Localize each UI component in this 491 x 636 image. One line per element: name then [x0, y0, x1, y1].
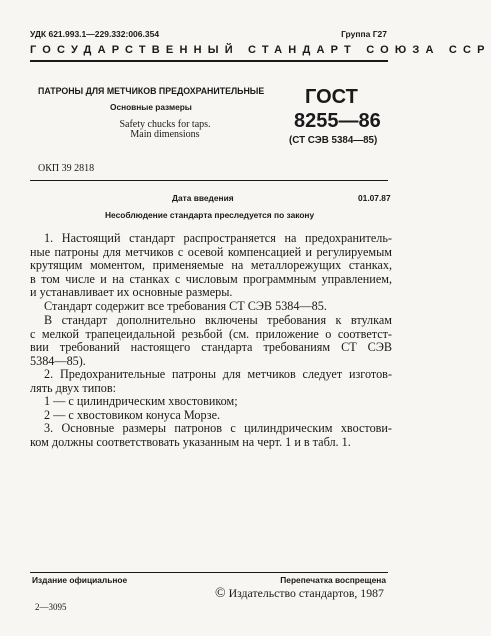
gost-number: 8255—86: [294, 110, 381, 132]
document-subtitle: Основные размеры: [110, 102, 192, 112]
text-line: В стандарт дополнительно включены требования к втулкам: [44, 313, 392, 327]
type-list: [30, 395, 392, 422]
english-title-line-2: Main dimensions: [130, 129, 200, 140]
copyright: [215, 586, 384, 602]
print-number: 2—3095: [35, 602, 67, 612]
state-standard-banner: ГОСУДАРСТВЕННЫЙ СТАНДАРТ СОЮЗА ССР: [30, 44, 491, 56]
law-notice: Несоблюдение стандарта преследуется по закону: [105, 210, 315, 220]
copyright-icon: ©: [215, 586, 226, 601]
english-title: [100, 120, 230, 140]
text-line: вии требований настоящего стандарта требованиям СТ СЭВ: [30, 340, 392, 354]
text-line: ные патроны для метчиков с осевой компенсацией и регулируемым: [30, 244, 392, 259]
text-line: и устанавливает их основные размеры.: [30, 285, 233, 299]
copyright-text: Издательство стандартов, 1987: [228, 586, 384, 600]
paragraph-3: [30, 314, 392, 368]
text-line: с мелкой трапецеидальной резьбой (см. приложение о соответст-: [30, 326, 392, 341]
list-item: 1 — с цилиндрическим хвостовиком;: [44, 394, 238, 408]
group-code: Группа Г27: [341, 29, 387, 39]
official-edition: Издание официальное: [32, 575, 128, 585]
date-value: 01.07.87: [358, 193, 391, 203]
list-item: 2 — с хвостовиком конуса Морзе.: [44, 407, 221, 422]
paragraph-5: [30, 422, 392, 449]
gost-label: ГОСТ: [305, 86, 358, 108]
english-title-line-1: Safety chucks for taps.: [119, 119, 211, 130]
sev-reference: (СТ СЭВ 5384—85): [289, 135, 378, 146]
bottom-rule: [30, 572, 388, 573]
paragraph-4: [30, 368, 392, 395]
text-line: 1. Настоящий стандарт распространяется на предохранитель-: [44, 231, 392, 245]
reprint-notice: Перепечатка воспрещена: [280, 575, 386, 585]
text-line: лять двух типов:: [30, 380, 116, 395]
top-rule: [30, 60, 388, 62]
text-line: в том числе и на станках с числовым программным управлением,: [30, 271, 392, 286]
text-line: Стандарт содержит все требования СТ СЭВ 5384—85.: [44, 299, 327, 313]
text-line: крутящим моментом, применяемые на металлорежущих станках,: [30, 258, 392, 272]
text-line: 5384—85).: [30, 353, 86, 368]
udk-code: УДК 621.993.1—229.332:006.354: [30, 29, 160, 39]
middle-rule: [30, 180, 388, 181]
okp-code: ОКП 39 2818: [38, 163, 95, 174]
text-line: 3. Основные размеры патронов с цилиндрическим хвостови-: [44, 421, 392, 435]
paragraph-2: [30, 300, 392, 314]
paragraph-1: [30, 232, 392, 300]
date-label: Дата введения: [172, 193, 234, 203]
text-line: ком должны соответствовать указанным на черт. 1 и в табл. 1.: [30, 434, 351, 449]
document-title: ПАТРОНЫ ДЛЯ МЕТЧИКОВ ПРЕДОХРАНИТЕЛЬНЫЕ: [38, 86, 265, 96]
text-line: 2. Предохранительные патроны для метчиков следует изготов-: [44, 367, 392, 381]
